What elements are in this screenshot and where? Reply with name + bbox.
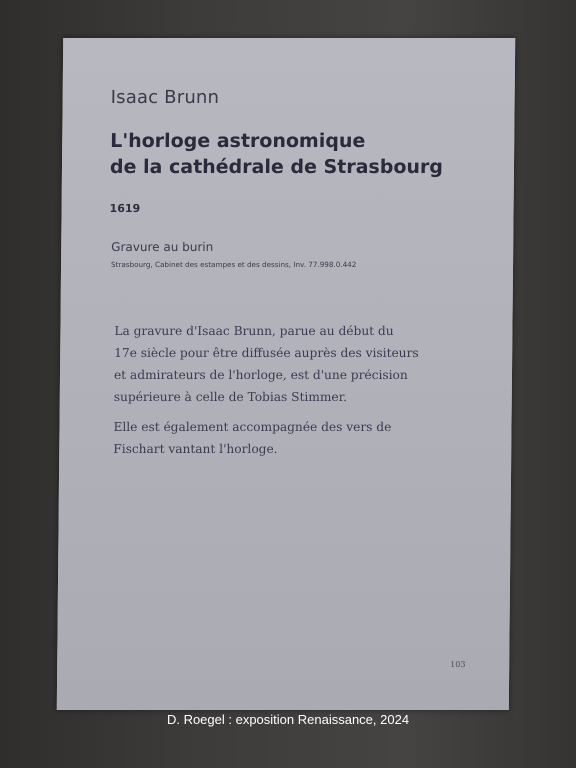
paragraph-2-line-1: Elle est également accompagnée des vers de	[113, 420, 392, 434]
paragraph-1-line-2: 17e siècle pour être diffusée auprès des visiteurs	[114, 346, 419, 360]
description-paragraph-1	[114, 320, 470, 408]
artist-name: Isaac Brunn	[110, 87, 220, 108]
page-number: 103	[450, 660, 466, 669]
title-line-1: L'horloge astronomique	[110, 130, 366, 152]
paragraph-1-line-4: supérieure à celle de Tobias Stimmer.	[113, 390, 348, 404]
museum-label-card	[57, 38, 515, 710]
paragraph-1-line-1: La gravure d'Isaac Brunn, parue au début du	[114, 324, 394, 338]
paragraph-2-line-2: Fischart vantant l'horloge.	[113, 442, 278, 456]
description	[113, 320, 469, 468]
artwork-technique: Gravure au burin	[111, 240, 214, 254]
artwork-title	[110, 128, 443, 180]
title-line-2: de la cathédrale de Strasbourg	[109, 156, 444, 178]
photo-caption: D. Roegel : exposition Renaissance, 2024	[166, 712, 410, 727]
artwork-year: 1619	[109, 202, 141, 215]
description-paragraph-2	[113, 416, 468, 460]
paragraph-1-line-3: et admirateurs de l'horloge, est d'une précision	[113, 368, 408, 382]
artwork-source: Strasbourg, Cabinet des estampes et des dessins, Inv. 77.998.0.442	[111, 260, 357, 269]
